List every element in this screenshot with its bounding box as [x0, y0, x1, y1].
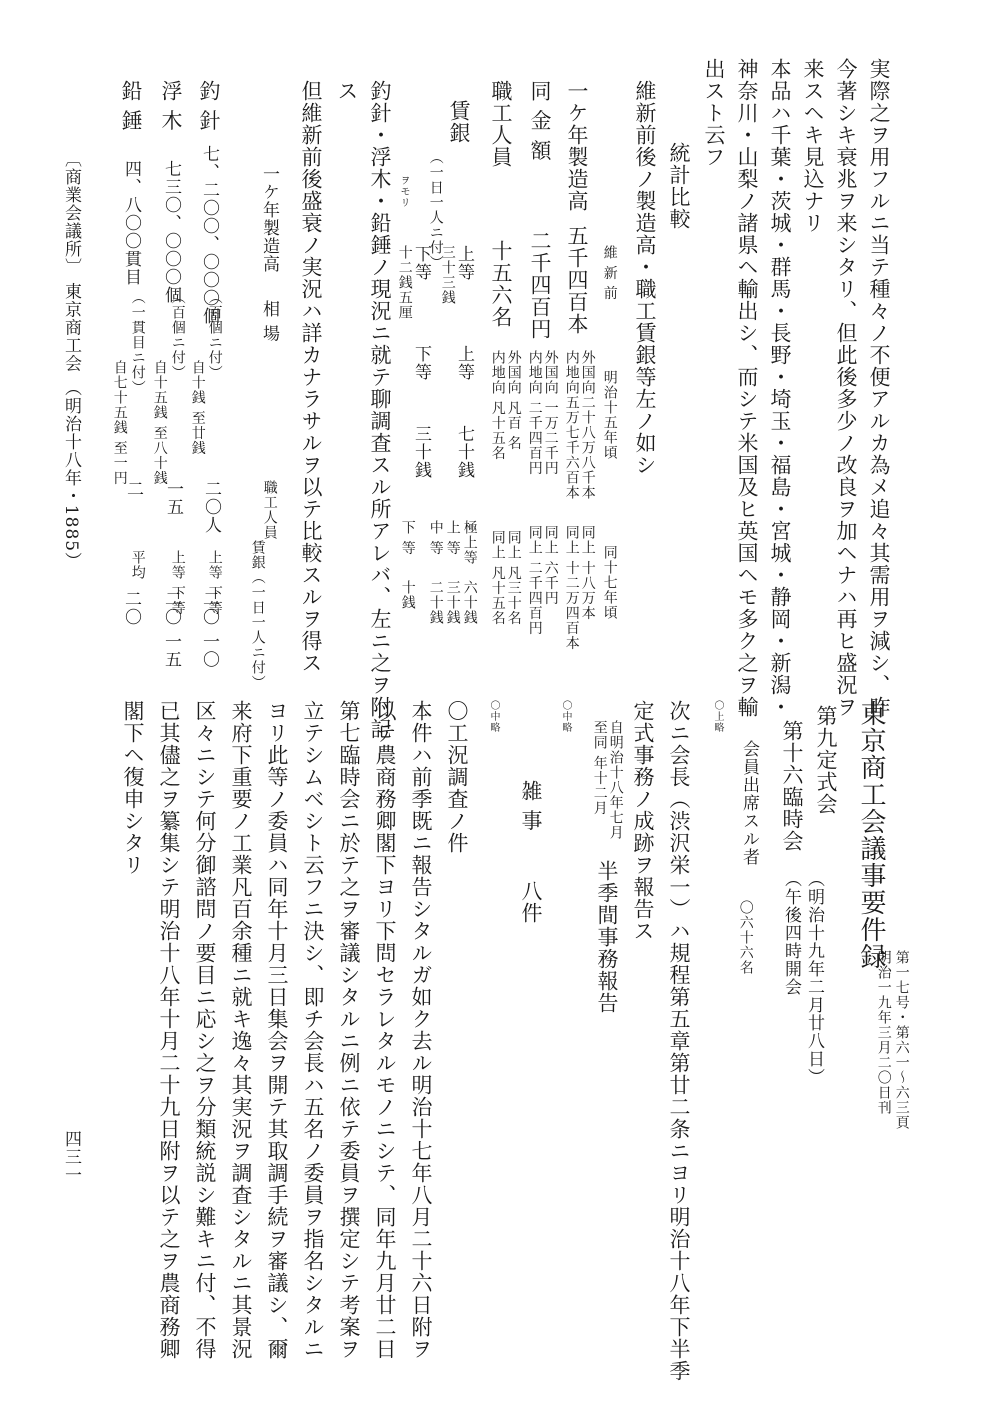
section-heading: 統計比較 [667, 142, 691, 230]
goods-market: 自十銭 至廿銭 [189, 360, 206, 456]
goods-workers: 一五 [163, 480, 183, 516]
table-header: 同十七年頃 [601, 545, 618, 620]
body-line: 本件ハ前季既ニ報告シタルガ如ク去ル明治十七年八月二十六日附ヲ [409, 700, 433, 1360]
wage-unit: （一日一人ニ付） [427, 150, 444, 270]
table-cell: 内地向 凡十五名 [489, 350, 506, 461]
goods-market-unit: （百個ニ付） [206, 290, 223, 380]
meeting-date: （明治十九年二月廿八日） [804, 870, 824, 1086]
table-cell: 十五六名 [489, 240, 513, 328]
goods-header: 相 場 [259, 300, 279, 343]
table-cell: 外国向 凡百 名 [505, 350, 522, 451]
body-line: 区々ニシテ何分御諮問ノ要目ニ応シ之ヲ分類統説シ難キニ付、不得 [193, 700, 217, 1360]
goods-name: 釣 針 [197, 80, 221, 132]
report-period: 自明治十八年七月 [607, 720, 624, 840]
wage-value: 十銭 [399, 580, 416, 610]
body-line: 已其儘之ヲ纂集シテ明治十八年十月二十九日附ヲ以テ之ヲ農商務卿 [157, 700, 181, 1360]
issue-info: 第一七号・第六一〜六三頁 [893, 950, 910, 1130]
narrative-line: 実際之ヲ用フルニ当テ種々ノ不便アルカ為メ追々其需用ヲ減シ、昨 [867, 58, 891, 718]
goods-name: 鉛 錘 [119, 80, 143, 132]
meeting-name: 第九定式会 [814, 705, 838, 815]
page-number: 四三一 [61, 1130, 81, 1184]
wage-value: 十二銭五厘 [396, 245, 413, 320]
table-cell: 外国向二十八万八千本 [579, 350, 596, 500]
goods-wage-grades: 平均 [129, 550, 146, 580]
row-label: 職工人員 [489, 80, 513, 168]
goods-production: 七三〇、〇〇〇個 [161, 160, 181, 304]
post-line: ス [335, 80, 359, 102]
source-citation: 〔商業会議所〕 東京商工会 （明治十八年・1885） [61, 150, 81, 571]
category-count: 八件 [519, 880, 543, 924]
wage-value: 三十三銭 [439, 245, 456, 305]
goods-wage-grades: 上等 下等 [206, 550, 223, 616]
meeting-time: （午後四時開会 [781, 870, 801, 996]
table-cell: 内地向 二千四百円 [526, 350, 543, 476]
post-line: 但維新前後盛衰ノ実況ハ詳カナラサルヲ以テ比較スルヲ得ス [299, 80, 323, 674]
narrative-line: 出スト云フ [702, 58, 726, 168]
wage-grade: 下 等 [399, 520, 416, 556]
table-cell: 五千四百本 [565, 225, 589, 335]
goods-market: 自十五銭 至八十銭 [151, 360, 168, 486]
omission-mark: 〇上略 [712, 700, 723, 733]
goods-header: 職工人員 [261, 480, 278, 540]
body-line: 第七臨時会ニ於テ之ヲ審議シタルニ例ニ依テ委員ヲ撰定シテ考案ヲ [337, 700, 361, 1360]
document-title: 東京商工会議事要件録 [856, 700, 886, 970]
wage-grade: 極上等 [461, 520, 478, 565]
wage-grade: 下等 [411, 245, 431, 281]
wage-value: 二十銭 [427, 580, 444, 625]
report-period: 至同 年十二月 [591, 720, 608, 816]
body-line: 定式事務ノ成跡ヲ報告ス [631, 700, 655, 942]
goods-name: 浮 木 [159, 80, 183, 132]
report-title: 半季間事務報告 [595, 860, 619, 1014]
omission-mark: 〇中略 [488, 700, 499, 733]
goods-workers: 二〇人 [201, 480, 221, 534]
omission-mark: 〇中略 [560, 700, 571, 733]
goods-workers: 二 [123, 480, 143, 498]
goods-market-unit: （百個ニ付） [169, 290, 186, 380]
narrative-line: 今著シキ衰兆ヲ来シタリ、但此後多少ノ改良ヲ加ヘナハ再ヒ盛況ヲ [834, 58, 858, 718]
meeting-name: 第十六臨時会 [780, 720, 804, 852]
wage-value: 六十銭 [461, 580, 478, 625]
table-cell: 内地向五万七千六百本 [563, 350, 580, 500]
goods-production: 四、八〇〇貫目 [121, 160, 141, 286]
intro-line: 維新前後ノ製造高・職工賃銀等左ノ如シ [633, 80, 657, 476]
goods-header: 一ケ年製造高 [259, 165, 279, 273]
table-cell: 同上 二千四百円 [526, 525, 543, 636]
table-cell: 外国向 一万二千円 [542, 350, 559, 476]
category-label: 雑 事 [519, 780, 543, 832]
post-line: 釣針・浮木・鉛錘ノ現況ニ就テ聊調査スル所アレバ、左ニ之ヲ附記 [368, 80, 392, 740]
body-line: 次ニ会長（渋沢栄一）ハ規程第五章第廿二条ニヨリ明治十八年下半季 [667, 700, 691, 1382]
attendance-label: 会員出席スル者 [739, 740, 759, 866]
body-line: 来府下重要ノ工業凡百余種ニ就キ逸々其実況ヲ調査シタルニ其景況 [229, 700, 253, 1360]
table-cell: 同上 凡三十名 [505, 530, 522, 626]
narrative-line: 来スヘキ見込ナリ [801, 58, 825, 234]
wage-value: 七十銭 [454, 425, 474, 479]
table-cell: 二千四百円 [528, 230, 552, 340]
wage-grade: 上 等 [444, 520, 461, 556]
table-cell: 同上 十八万本 [579, 525, 596, 621]
narrative-line: 神奈川・山梨ノ諸県ヘ輸出シ、而シテ米国及ヒ英国ヘモ多ク之ヲ輸 [735, 58, 759, 718]
wage-value: 三十銭 [444, 580, 461, 625]
body-line: ヨリ此等ノ委員ハ同年十月三日集会ヲ開テ其取調手続ヲ審議シ、爾 [265, 700, 289, 1360]
goods-wage-grades: 上等 下等 [169, 550, 186, 616]
wage-grade: 上等 [454, 245, 474, 281]
narrative-line: 本品ハ千葉・茨城・群馬・長野・埼玉・福島・宮城・静岡・新潟・ [768, 58, 792, 718]
goods-wage-values: 二〇 一五 [161, 590, 181, 669]
table-cell: 同上 六千円 [542, 525, 559, 606]
goods-header: 賃銀（一日一人ニ付） [249, 540, 266, 690]
publish-date: 明治一九年三月二〇日刊 [875, 950, 892, 1115]
table-header: 明治十五年頃 [601, 370, 618, 460]
row-label: 一ケ年製造高 [565, 80, 589, 212]
row-label: 同 金 額 [528, 80, 552, 162]
goods-production: 七、二〇〇、〇〇〇個 [199, 145, 219, 325]
body-line: 以テ農商務卿閣下ヨリ下問セラレタルモノニシテ、同年九月廿二日 [373, 700, 397, 1360]
wage-value: 三十銭 [411, 425, 431, 479]
body-line: 閣下ヘ復申シタリ [121, 700, 145, 876]
goods-market-unit: （一貫目ニ付） [129, 290, 146, 395]
ruby-text: ヲモリ [398, 175, 409, 208]
table-cell: 同上 十二万四百本 [563, 525, 580, 651]
section-title: 〇工況調査ノ件 [445, 700, 469, 854]
attendance-count: 〇六十六名 [737, 900, 754, 975]
wage-label: 賃銀 [447, 100, 471, 144]
table-cell: 同上 凡十五名 [489, 530, 506, 626]
wage-grade: 上等 [454, 345, 474, 381]
wage-grade: 中 等 [427, 520, 444, 556]
goods-wage-values: 二〇 一〇 [199, 590, 219, 669]
goods-wage-values: 二〇 [121, 590, 141, 626]
goods-market: 自七十五銭 至一円 [111, 360, 128, 486]
body-line: 立テシムベシト云フニ決シ、即チ会長ハ五名ノ委員ヲ指名シタルニ [301, 700, 325, 1360]
table-header: 維 新 前 [601, 245, 618, 301]
wage-grade: 下等 [411, 345, 431, 381]
